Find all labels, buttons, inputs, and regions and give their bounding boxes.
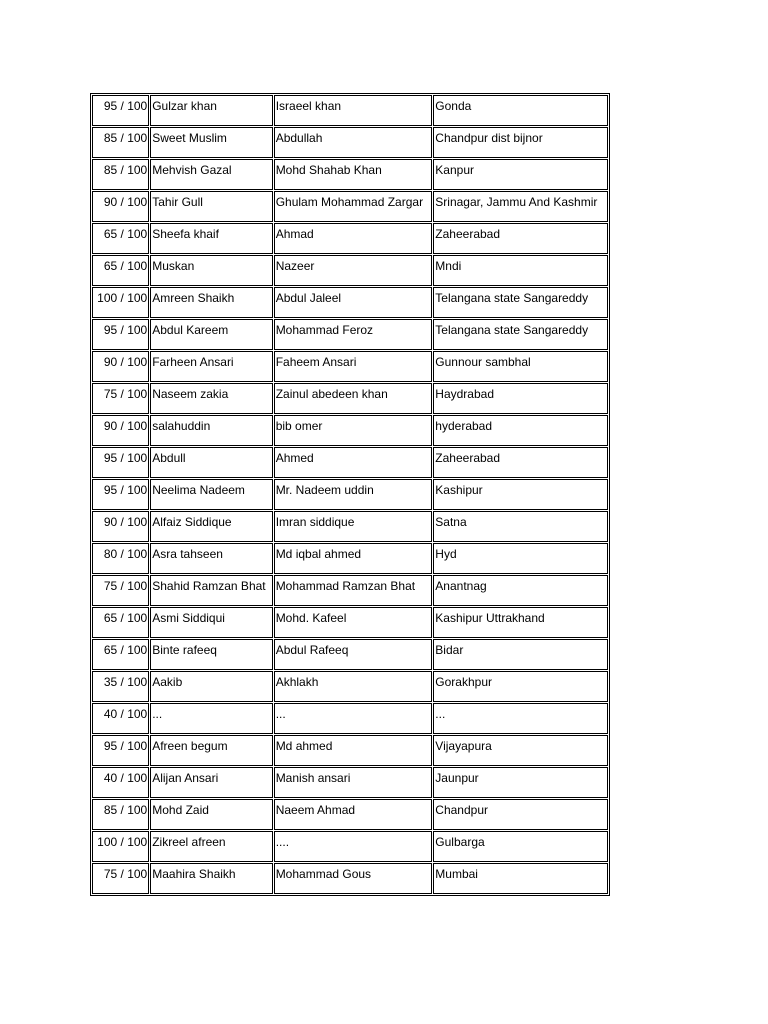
table-row <box>92 351 608 382</box>
name-cell: Shahid Ramzan Bhat <box>150 575 272 606</box>
score-cell: 65 / 100 <box>92 223 149 254</box>
father-name-cell: Imran siddique <box>274 511 433 542</box>
father-name-cell: Ahmad <box>274 223 433 254</box>
table-row <box>92 511 608 542</box>
father-name-cell: Akhlakh <box>274 671 433 702</box>
father-name-cell: Abdul Jaleel <box>274 287 433 318</box>
father-name-cell: Mohammad Gous <box>274 863 433 894</box>
table-row <box>92 703 608 734</box>
father-name-cell: Ghulam Mohammad Zargar <box>274 191 433 222</box>
city-cell: Kashipur Uttrakhand <box>433 607 608 638</box>
city-cell: Chandpur <box>433 799 608 830</box>
table-row <box>92 735 608 766</box>
father-name-cell: ... <box>274 703 433 734</box>
table-row <box>92 287 608 318</box>
table-row <box>92 159 608 190</box>
city-cell: Jaunpur <box>433 767 608 798</box>
name-cell: Neelima Nadeem <box>150 479 272 510</box>
table-row <box>92 383 608 414</box>
father-name-cell: Abdul Rafeeq <box>274 639 433 670</box>
name-cell: salahuddin <box>150 415 272 446</box>
father-name-cell: Ahmed <box>274 447 433 478</box>
father-name-cell: Md ahmed <box>274 735 433 766</box>
score-cell: 90 / 100 <box>92 415 149 446</box>
city-cell: Kashipur <box>433 479 608 510</box>
name-cell: Sheefa khaif <box>150 223 272 254</box>
score-cell: 65 / 100 <box>92 607 149 638</box>
score-cell: 95 / 100 <box>92 479 149 510</box>
father-name-cell: Mohd. Kafeel <box>274 607 433 638</box>
father-name-cell: Abdullah <box>274 127 433 158</box>
father-name-cell: Manish ansari <box>274 767 433 798</box>
city-cell: Gonda <box>433 95 608 126</box>
table-row <box>92 831 608 862</box>
score-cell: 65 / 100 <box>92 639 149 670</box>
city-cell: Gulbarga <box>433 831 608 862</box>
score-cell: 40 / 100 <box>92 767 149 798</box>
score-cell: 85 / 100 <box>92 799 149 830</box>
score-cell: 85 / 100 <box>92 127 149 158</box>
father-name-cell: Israeel khan <box>274 95 433 126</box>
father-name-cell: .... <box>274 831 433 862</box>
table-row <box>92 415 608 446</box>
city-cell: Telangana state Sangareddy <box>433 319 608 350</box>
name-cell: Afreen begum <box>150 735 272 766</box>
score-cell: 95 / 100 <box>92 735 149 766</box>
city-cell: Gorakhpur <box>433 671 608 702</box>
score-cell: 75 / 100 <box>92 863 149 894</box>
score-cell: 100 / 100 <box>92 831 149 862</box>
table-row <box>92 95 608 126</box>
name-cell: Asra tahseen <box>150 543 272 574</box>
city-cell: Chandpur dist bijnor <box>433 127 608 158</box>
table-row <box>92 223 608 254</box>
name-cell: Gulzar khan <box>150 95 272 126</box>
father-name-cell: Mohd Shahab Khan <box>274 159 433 190</box>
city-cell: Zaheerabad <box>433 223 608 254</box>
score-cell: 90 / 100 <box>92 191 149 222</box>
city-cell: Anantnag <box>433 575 608 606</box>
city-cell: ... <box>433 703 608 734</box>
father-name-cell: Mr. Nadeem uddin <box>274 479 433 510</box>
father-name-cell: Naeem Ahmad <box>274 799 433 830</box>
table-row <box>92 767 608 798</box>
table-row <box>92 607 608 638</box>
city-cell: Mumbai <box>433 863 608 894</box>
name-cell: Zikreel afreen <box>150 831 272 862</box>
table-row <box>92 191 608 222</box>
table-row <box>92 255 608 286</box>
name-cell: Maahira Shaikh <box>150 863 272 894</box>
name-cell: Abdul Kareem <box>150 319 272 350</box>
table-row <box>92 543 608 574</box>
name-cell: Asmi Siddiqui <box>150 607 272 638</box>
city-cell: hyderabad <box>433 415 608 446</box>
score-cell: 90 / 100 <box>92 351 149 382</box>
name-cell: ... <box>150 703 272 734</box>
name-cell: Amreen Shaikh <box>150 287 272 318</box>
table-row <box>92 799 608 830</box>
name-cell: Tahir Gull <box>150 191 272 222</box>
name-cell: Muskan <box>150 255 272 286</box>
city-cell: Kanpur <box>433 159 608 190</box>
score-cell: 75 / 100 <box>92 383 149 414</box>
score-cell: 75 / 100 <box>92 575 149 606</box>
father-name-cell: Md iqbal ahmed <box>274 543 433 574</box>
table-row <box>92 639 608 670</box>
score-cell: 95 / 100 <box>92 95 149 126</box>
father-name-cell: bib omer <box>274 415 433 446</box>
city-cell: Satna <box>433 511 608 542</box>
father-name-cell: Zainul abedeen khan <box>274 383 433 414</box>
table-row <box>92 479 608 510</box>
father-name-cell: Faheem Ansari <box>274 351 433 382</box>
name-cell: Abdull <box>150 447 272 478</box>
score-cell: 100 / 100 <box>92 287 149 318</box>
score-cell: 95 / 100 <box>92 319 149 350</box>
results-table <box>90 93 610 896</box>
name-cell: Alfaiz Siddique <box>150 511 272 542</box>
name-cell: Sweet Muslim <box>150 127 272 158</box>
name-cell: Mehvish Gazal <box>150 159 272 190</box>
city-cell: Telangana state Sangareddy <box>433 287 608 318</box>
table-row <box>92 575 608 606</box>
table-row <box>92 447 608 478</box>
city-cell: Hyd <box>433 543 608 574</box>
score-cell: 95 / 100 <box>92 447 149 478</box>
city-cell: Haydrabad <box>433 383 608 414</box>
city-cell: Zaheerabad <box>433 447 608 478</box>
score-cell: 65 / 100 <box>92 255 149 286</box>
father-name-cell: Nazeer <box>274 255 433 286</box>
score-cell: 90 / 100 <box>92 511 149 542</box>
table-row <box>92 127 608 158</box>
table-body <box>92 95 608 894</box>
name-cell: Binte rafeeq <box>150 639 272 670</box>
city-cell: Srinagar, Jammu And Kashmir <box>433 191 608 222</box>
father-name-cell: Mohammad Ramzan Bhat <box>274 575 433 606</box>
table-row <box>92 319 608 350</box>
city-cell: Bidar <box>433 639 608 670</box>
name-cell: Farheen Ansari <box>150 351 272 382</box>
table-row <box>92 671 608 702</box>
city-cell: Mndi <box>433 255 608 286</box>
score-cell: 85 / 100 <box>92 159 149 190</box>
city-cell: Gunnour sambhal <box>433 351 608 382</box>
name-cell: Alijan Ansari <box>150 767 272 798</box>
city-cell: Vijayapura <box>433 735 608 766</box>
table-row <box>92 863 608 894</box>
father-name-cell: Mohammad Feroz <box>274 319 433 350</box>
name-cell: Aakib <box>150 671 272 702</box>
name-cell: Naseem zakia <box>150 383 272 414</box>
score-cell: 40 / 100 <box>92 703 149 734</box>
score-cell: 35 / 100 <box>92 671 149 702</box>
name-cell: Mohd Zaid <box>150 799 272 830</box>
score-cell: 80 / 100 <box>92 543 149 574</box>
